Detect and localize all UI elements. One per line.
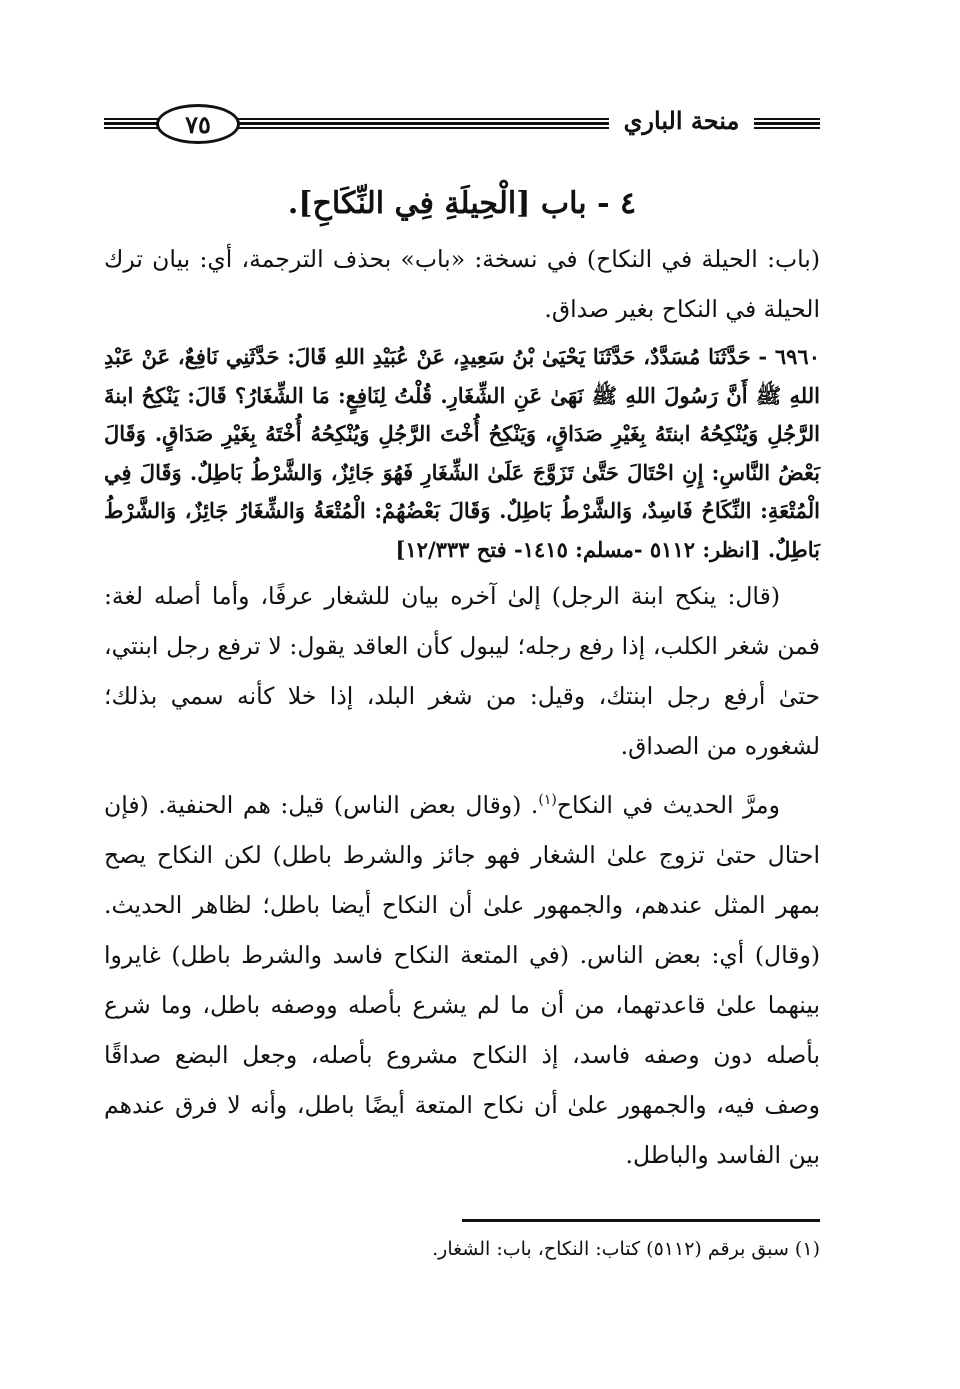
hadith-text: ٦٩٦٠ - حَدَّثَنَا مُسَدَّدٌ، حَدَّثَنَا يَحْيَىٰ بْنُ سَعِيدٍ، عَنْ عُبَيْدِ اللهِ قَالَ: حَدَّثَنِي نَافِعٌ، عَنْ عَبْدِ اللهِ ﷺ أَنَّ رَسُولَ اللهِ ﷺ نَهَىٰ عَنِ الشِّغَارِ. قُلْتُ لِنَافِعٍ: مَا الشِّغَارُ؟ قَالَ: يَنْكِحُ ابنةَ الرَّجُلِ وَيُنْكِحُهُ ابنتَهُ بِغَيْرِ صَدَاقٍ، وَيَنْكِحُ أُخْتَ الرَّجُلِ وَيُنْكِحُهُ أُخْتَهُ بِغَيْرِ صَدَاقٍ. وَقَالَ بَعْضُ النَّاسِ: إِنِ احْتَالَ حَتَّىٰ تَزَوَّجَ عَلَىٰ الشِّغَارِ فَهُوَ جَائِزٌ، وَالشَّرْطُ بَاطِلٌ. وَقَالَ فِي الْمُتْعَةِ: النِّكَاحُ فَاسِدٌ، وَالشَّرْطُ بَاطِلٌ. وَقَالَ بَعْضُهُمْ: الْمُتْعَةُ وَالشِّغَارُ جَائِزٌ، وَالشَّرْطُ بَاطِلٌ. [انظر: ٥١١٢ -مسلم: ١٤١٥- فتح ١٢/٣٣٣] [104,344,820,562]
header-rule-left [104,118,162,130]
running-title: منحة الباري [609,106,754,135]
footnote-reference[interactable]: (١) [538,792,557,808]
main-text [104,178,820,1180]
commentary-paragraph-3 [104,775,820,1180]
commentary-paragraph-1: (باب: الحيلة في النكاح) في نسخة: «باب» بحذف الترجمة، أي: بيان ترك الحيلة في النكاح بغير صداق. [104,245,820,323]
paragraph-3-rest: . (وقال بعض الناس) قيل: هم الحنفية. (فإن احتال حتىٰ تزوج علىٰ الشغار فهو جائز والشرط باطل) لكن النكاح يصح بمهر المثل عندهم، والجمهور علىٰ أن النكاح أيضا باطل؛ لظاهر الحديث. (وقال) أي: بعض الناس. (في المتعة النكاح فاسد والشرط باطل) غايروا بينهما علىٰ قاعدتهما، من أن ما لم يشرع بأصله ووصفه باطل، وما شرع بأصله دون وصفه فاسد، إذ النكاح مشروع بأصله، وجعل البضع صداقًا وصف فيه، والجمهور علىٰ أن نكاح المتعة أيضًا باطل، وأنه لا فرق عندهم بين الفاسد والباطل. [104,790,820,1169]
page-number: ٧٥ [156,104,240,144]
header-rule-right [752,118,820,130]
chapter-heading: ٤ - باب [الْحِيلَةِ فِي النِّكَاحِ]. [287,186,637,221]
paragraph-3-lead: ومرَّ الحديث في النكاح [556,790,780,819]
footnote-1: (١) سبق برقم (٥١١٢) كتاب: النكاح، باب: الشغار. [432,1238,820,1260]
commentary-paragraph-2: (قال: ينكح ابنة الرجل) إلىٰ آخره بيان للشغار عرفًا، وأما أصله لغة: فمن شغر الكلب، إذا رفع رجله؛ ليبول كأن العاقد يقول: لا ترفع رجل ابنتي، حتىٰ أرفع رجل ابنتك، وقيل: من شغر البلد، إذا خلا كأنه سمي بذلك؛ لشغوره من الصداق. [104,582,820,760]
page-header [104,96,820,156]
footnote-separator [462,1219,820,1222]
